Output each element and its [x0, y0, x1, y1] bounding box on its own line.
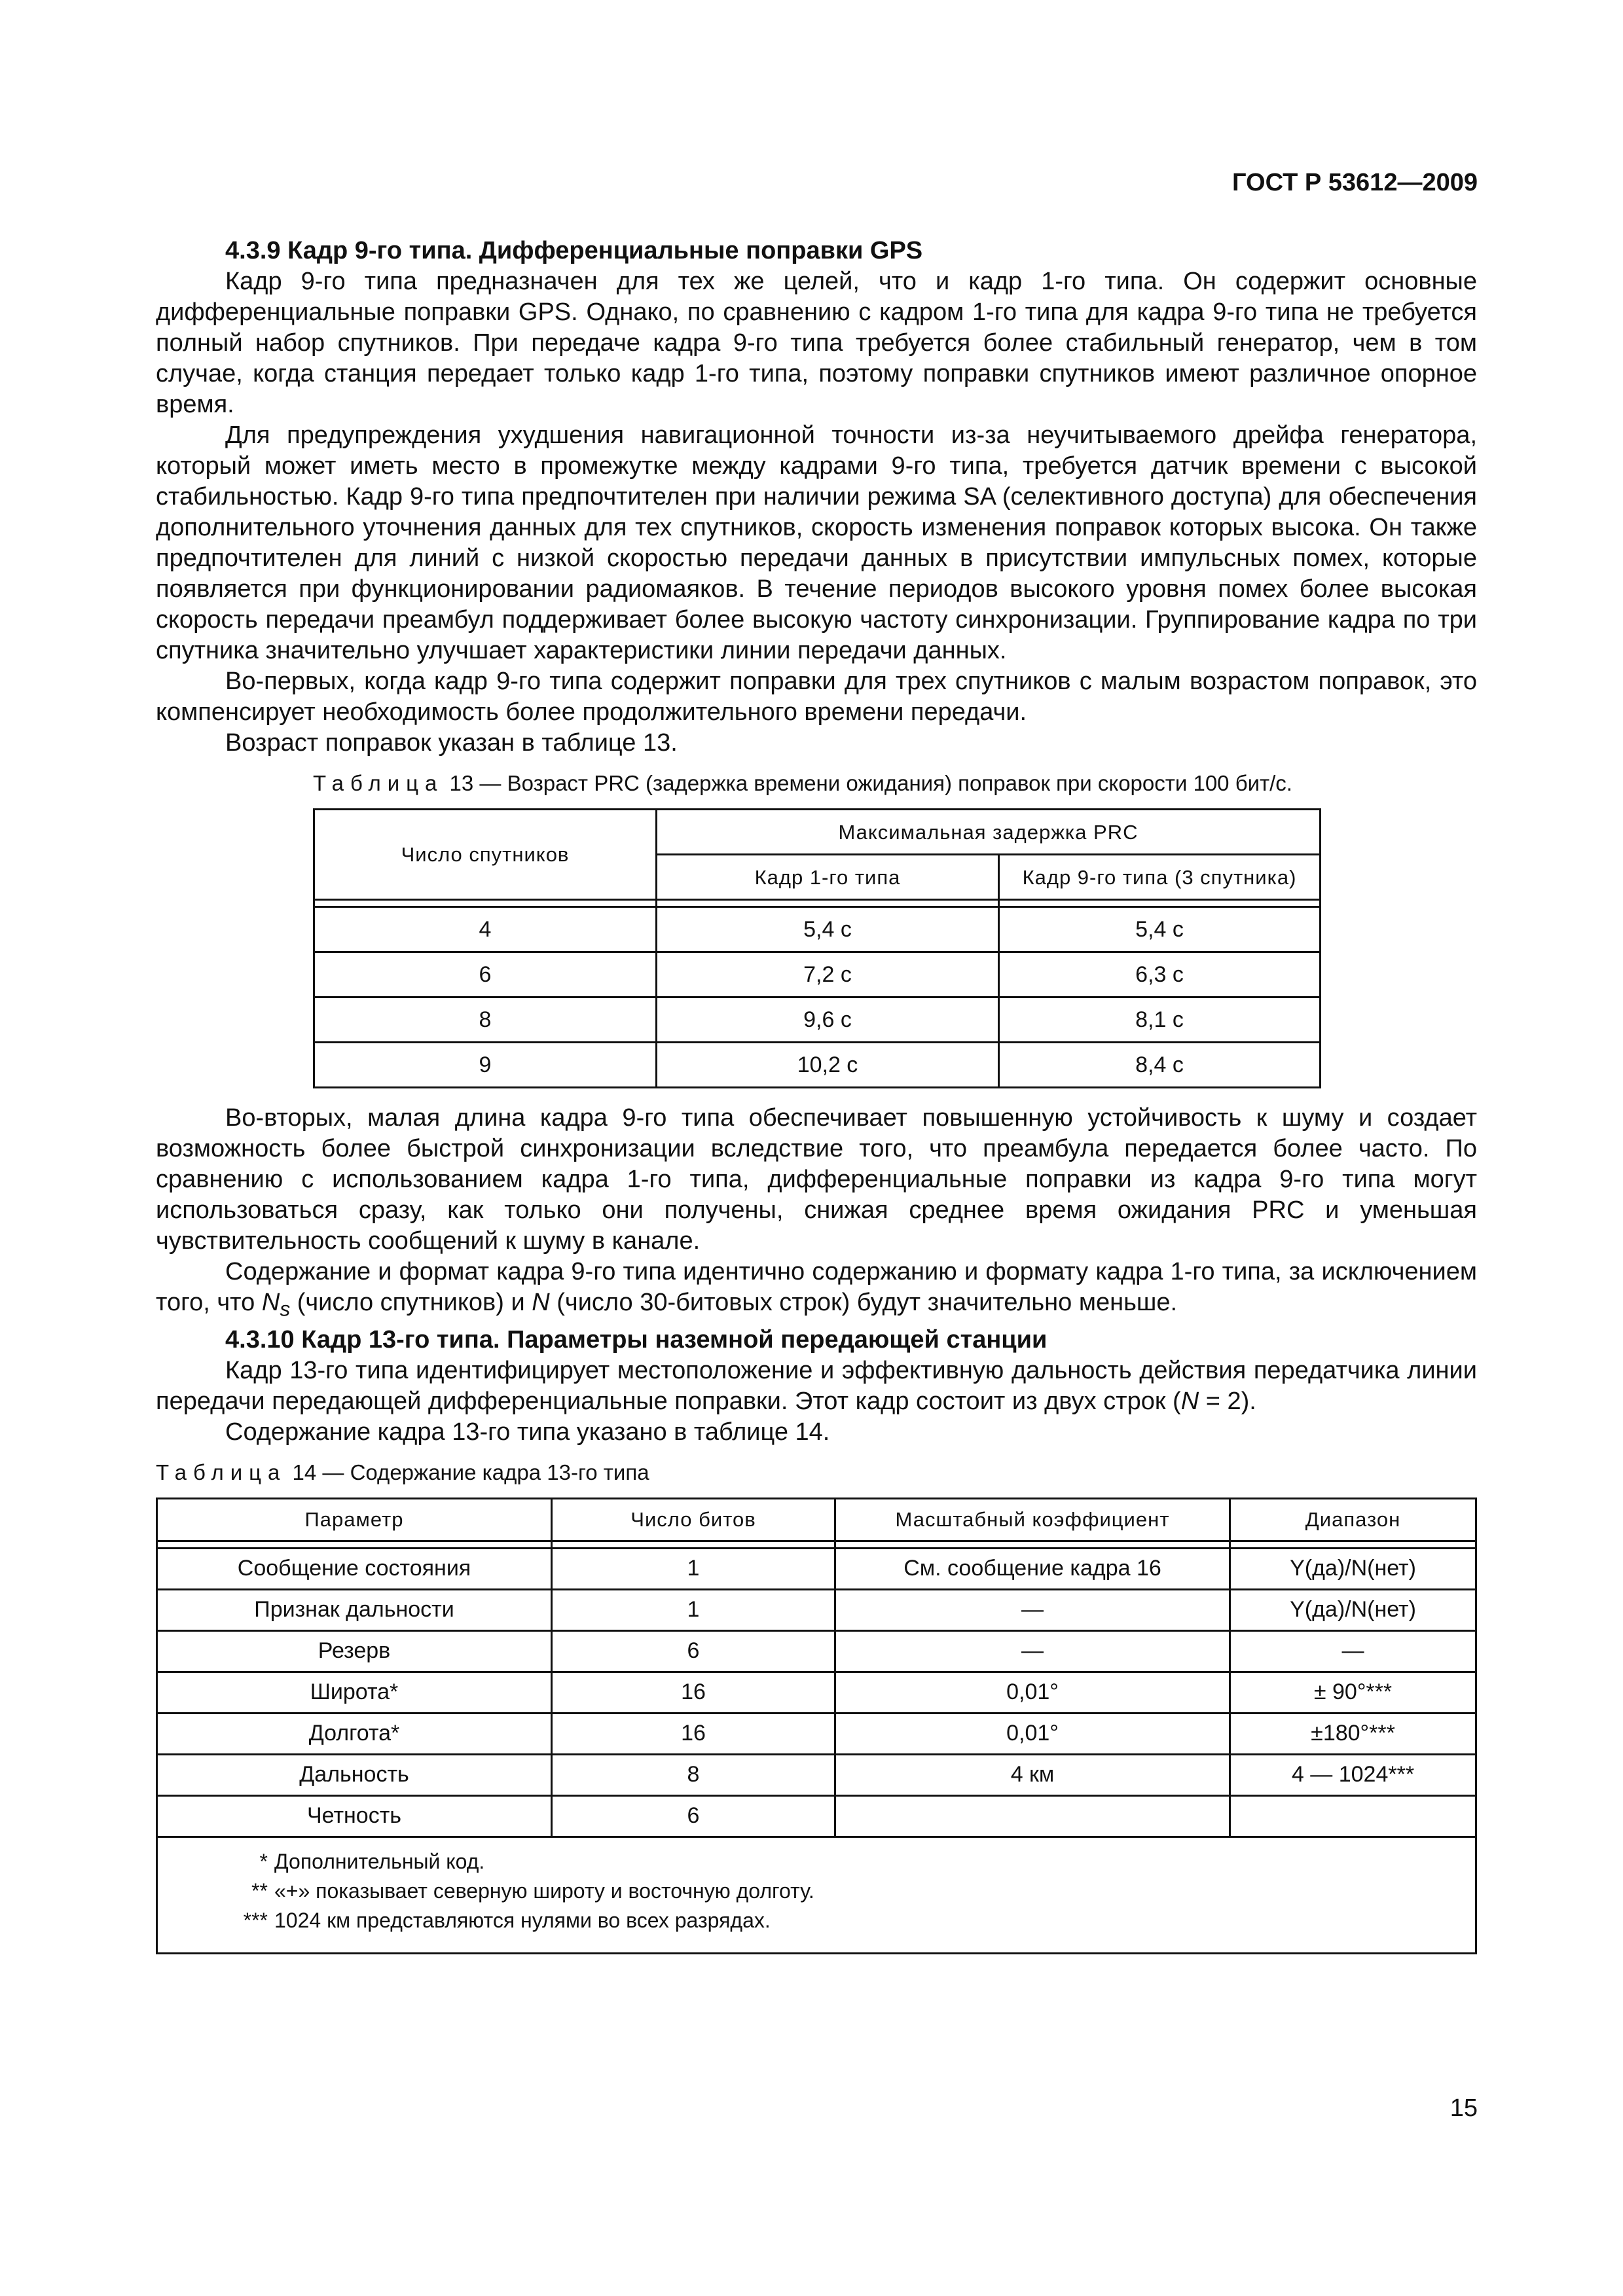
table-row [314, 952, 1321, 997]
cell-scale [835, 1795, 1230, 1837]
page-number: 15 [1450, 2094, 1478, 2122]
cell-range: — [1230, 1630, 1476, 1672]
table-14 [156, 1498, 1477, 1954]
cell-param: Четность [157, 1795, 552, 1837]
cell-type9: 8,1 с [999, 997, 1321, 1043]
cell-range: Y(да)/N(нет) [1230, 1548, 1476, 1589]
cell-bits: 6 [552, 1795, 835, 1837]
header-separator [314, 900, 1321, 907]
header-separator [157, 1541, 1476, 1548]
page-body [156, 236, 1477, 1954]
cell-type9: 5,4 с [999, 907, 1321, 952]
paragraph: Возраст поправок указан в таблице 13. [225, 729, 678, 757]
table-notes [157, 1837, 1476, 1953]
symbol-n: N [532, 1289, 550, 1316]
section-heading-4-3-9: 4.3.9 Кадр 9-го типа. Дифференциальные поправки GPS [225, 237, 923, 264]
caption-lead: Таблица [156, 1460, 287, 1484]
text-fragment: Содержание и формат кадра 9-го типа идентично содержанию и формату кадра 1-го типа, за исключением того, что [156, 1258, 1477, 1316]
footnote-mark: * [259, 1849, 268, 1873]
cell-range: 4 — 1024*** [1230, 1754, 1476, 1795]
cell-scale: 0,01° [835, 1713, 1230, 1754]
symbol-subscript-s: s [280, 1297, 291, 1321]
paragraph: Для предупреждения ухудшения навигационной точности из-за неучитываемого дрейфа генератора, который может иметь место в промежутке между кадрами 9-го типа, требуется датчик времени с высокой стабильностью. Кадр 9-го типа предпочтителен при наличии режима SA (селективного доступа) для обеспечения дополнительного уточнения данных для тех спутников, скорость изменения поправок которых высока. Он также предпочтителен для линий с низкой скоростью передачи данных в присутствии импульсных помех, которые появляется при функционировании радиомаяков. В течение периодов высокого уровня помех более высокая скорость передачи преамбул поддерживает более высокую частоту синхронизации. Группирование кадра по три спутника значительно улучшает характеристики линии передачи данных. [156, 422, 1477, 664]
footnote-text: «+» показывает северную широту и восточную долготу. [274, 1878, 814, 1903]
cell-scale: 4 км [835, 1754, 1230, 1795]
cell-range: ± 90°*** [1230, 1672, 1476, 1713]
cell-range: ±180°*** [1230, 1713, 1476, 1754]
table-14-caption [156, 1458, 1477, 1487]
cell-bits: 8 [552, 1754, 835, 1795]
header-scale: Масштабный коэффициент [835, 1498, 1230, 1541]
table-notes-row [157, 1837, 1476, 1953]
cell-bits: 1 [552, 1589, 835, 1630]
cell-type9: 8,4 с [999, 1043, 1321, 1088]
cell-bits: 16 [552, 1672, 835, 1713]
cell-param: Сообщение состояния [157, 1548, 552, 1589]
cell-range: Y(да)/N(нет) [1230, 1589, 1476, 1630]
header-sat-count: Число спутников [314, 810, 657, 900]
paragraph: Во-вторых, малая длина кадра 9-го типа обеспечивает повышенную устойчивость к шуму и создает возможность более быстрой синхронизации вследствие того, что преамбула передается более часто. По сравнению с использованием кадра 1-го типа, дифференциальные поправки из кадра 9-го типа могут использоваться сразу, как только они получены, снижая среднее время ожидания PRC и уменьшая чувствительность сообщений к шуму в канале. [156, 1104, 1477, 1255]
table-row [157, 1713, 1476, 1754]
table-row [157, 1672, 1476, 1713]
table-row [157, 1795, 1476, 1837]
footnote-text: Дополнительный код. [274, 1849, 485, 1873]
paragraph [156, 1355, 1477, 1417]
footnote [158, 1906, 1475, 1935]
cell-sat-count: 9 [314, 1043, 657, 1088]
table-13-caption [313, 769, 1321, 798]
text-fragment: (число спутников) и [290, 1289, 532, 1316]
text-fragment: = 2). [1199, 1387, 1256, 1415]
table-row [314, 907, 1321, 952]
cell-param: Резерв [157, 1630, 552, 1672]
paragraph: Во-первых, когда кадр 9-го типа содержит поправки для трех спутников с малым возрастом поправок, это компенсирует необходимость более продолжительного времени передачи. [156, 668, 1477, 726]
cell-type1: 7,2 с [657, 952, 999, 997]
header-bits: Число битов [552, 1498, 835, 1541]
cell-param: Долгота* [157, 1713, 552, 1754]
cell-sat-count: 6 [314, 952, 657, 997]
footnote-text: 1024 км представляются нулями во всех разрядах. [274, 1908, 771, 1932]
paragraph [156, 1257, 1477, 1325]
text-fragment: Кадр 13-го типа идентифицирует местоположение и эффективную дальность действия передатчика линии передачи передающей дифференциальные поправки. Этот кадр состоит из двух строк ( [156, 1356, 1477, 1415]
footnote [158, 1847, 1475, 1876]
footnote [158, 1876, 1475, 1906]
cell-param: Широта* [157, 1672, 552, 1713]
cell-range [1230, 1795, 1476, 1837]
cell-type1: 9,6 с [657, 997, 999, 1043]
symbol-n: N [1180, 1387, 1199, 1415]
cell-scale: — [835, 1589, 1230, 1630]
header-max-delay: Максимальная задержка PRC [657, 810, 1321, 855]
table-row [157, 1548, 1476, 1589]
cell-bits: 6 [552, 1630, 835, 1672]
cell-bits: 16 [552, 1713, 835, 1754]
cell-scale: См. сообщение кадра 16 [835, 1548, 1230, 1589]
header-type1: Кадр 1-го типа [657, 855, 999, 900]
footnote-mark: ** [251, 1878, 268, 1903]
cell-param: Признак дальности [157, 1589, 552, 1630]
cell-bits: 1 [552, 1548, 835, 1589]
paragraph: Кадр 9-го типа предназначен для тех же целей, что и кадр 1-го типа. Он содержит основные дифференциальные поправки GPS. Однако, по сравнению с кадром 1-го типа для кадра 9-го типа не требуется полный набор спутников. При передаче кадра 9-го типа требуется более стабильный генератор, чем в том случае, когда станция передает только кадр 1-го типа, поэтому поправки спутников имеют различное опорное время. [156, 268, 1477, 418]
cell-sat-count: 8 [314, 997, 657, 1043]
document-id: ГОСТ Р 53612—2009 [1232, 169, 1478, 196]
table-13 [313, 808, 1321, 1088]
table-row [314, 1043, 1321, 1088]
table-row [157, 1589, 1476, 1630]
symbol-n: N [261, 1289, 280, 1316]
caption-lead: Таблица [313, 771, 444, 795]
cell-type1: 10,2 с [657, 1043, 999, 1088]
cell-param: Дальность [157, 1754, 552, 1795]
cell-type1: 5,4 с [657, 907, 999, 952]
caption-text: 14 — Содержание кадра 13-го типа [286, 1460, 649, 1484]
section-heading-4-3-10: 4.3.10 Кадр 13-го типа. Параметры наземной передающей станции [225, 1325, 1048, 1354]
footnote-mark: *** [243, 1908, 268, 1932]
header-param: Параметр [157, 1498, 552, 1541]
header-type9: Кадр 9-го типа (3 спутника) [999, 855, 1321, 900]
header-range: Диапазон [1230, 1498, 1476, 1541]
cell-type9: 6,3 с [999, 952, 1321, 997]
paragraph: Содержание кадра 13-го типа указано в таблице 14. [225, 1418, 830, 1446]
cell-scale: — [835, 1630, 1230, 1672]
cell-scale: 0,01° [835, 1672, 1230, 1713]
table-row [157, 1754, 1476, 1795]
caption-text: 13 — Возраст PRC (задержка времени ожидания) поправок при скорости 100 бит/с. [443, 771, 1292, 795]
table-row [157, 1630, 1476, 1672]
text-fragment: (число 30-битовых строк) будут значительно меньше. [549, 1289, 1178, 1316]
table-row [314, 997, 1321, 1043]
cell-sat-count: 4 [314, 907, 657, 952]
